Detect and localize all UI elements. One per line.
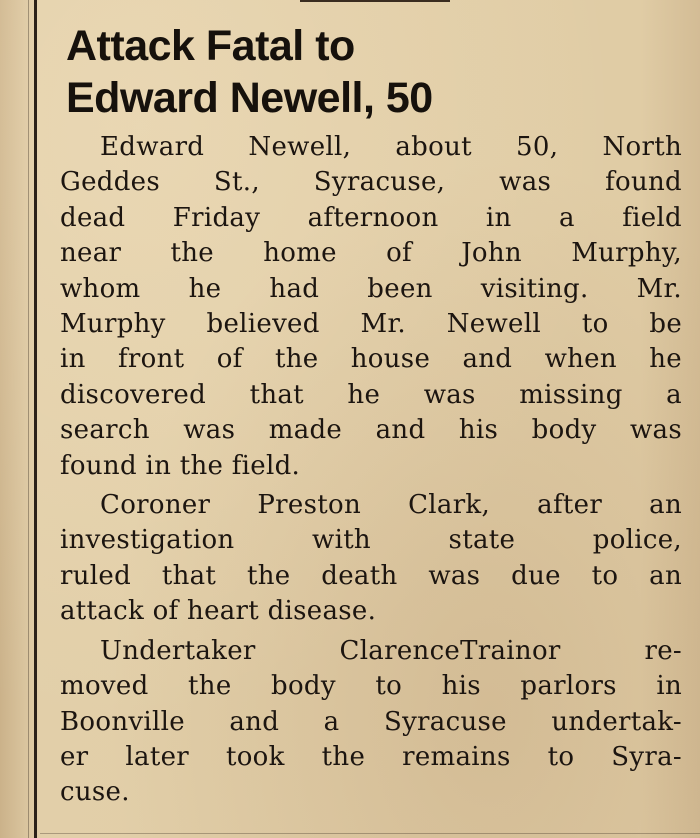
text-line: investigation with state police, [60,525,682,556]
text-line: found in the field. [60,450,301,481]
text-line: Coroner Preston Clark, after an [100,490,682,521]
text-line: in front of the house and when he [60,344,682,375]
column-rule [34,0,37,838]
text-line: cuse. [60,777,130,808]
text-line: discovered that he was missing a [60,379,682,410]
paragraph-2 [60,488,682,630]
text-line: attack of heart disease. [60,596,377,627]
text-line: Undertaker ClarenceTrainor re- [100,635,682,666]
paragraph-1 [60,130,682,484]
text-line: search was made and his body was [60,415,682,446]
text-line: Boonville and a Syracuse undertak- [60,706,682,737]
bottom-rule [40,833,700,834]
text-line: near the home of John Murphy, [60,238,682,269]
text-line: Murphy believed Mr. Newell to be [60,309,682,340]
headline-line-1: Attack Fatal to [66,22,355,70]
text-line: Edward Newell, about 50, North [100,132,682,162]
top-rule [300,0,450,2]
headline-line-2: Edward Newell, 50 [66,74,433,122]
article-body [60,130,682,811]
text-line: ruled that the death was due to an [60,560,682,591]
column-rule-faint [28,0,29,838]
text-line: whom he had been visiting. Mr. [60,273,682,304]
text-line: er later took the remains to Syra- [60,741,682,772]
paragraph-3 [60,634,682,811]
headline [66,20,696,124]
text-line: Geddes St., Syracuse, was found [60,167,682,198]
text-line: moved the body to his parlors in [60,671,682,702]
text-line: dead Friday afternoon in a field [60,202,682,233]
